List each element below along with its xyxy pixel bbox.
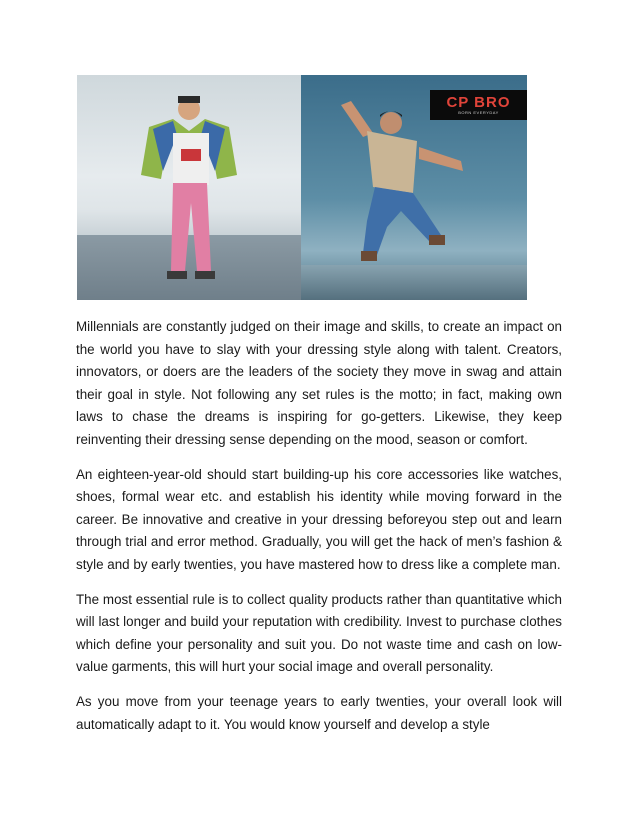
paragraph-3: The most essential rule is to collect quality products rather than quantitative which will last longer and build your reputation with credibility. Invest to purchase clothes which define your personality and suit you. Do not waste time and cash on low-value garments, this will hurt your social image and overall personality. (76, 591, 562, 675)
hero-image (77, 75, 527, 300)
paragraph-2: An eighteen-year-old should start building-up his core accessories like watches, shoes, formal wear etc. and establish his identity while moving forward in the career. Be innovative and creative in your dressing beforeyou step out and learn through trial and error method. Gradually, you will get the hack of men’s fashion & style and by early twenties, you have mastered how to dress like a complete man. (76, 466, 562, 572)
paragraph-4: As you move from your teenage years to early twenties, your overall look will automatically adapt to it. You would know yourself and develop a style (76, 693, 562, 732)
left-model-figure (77, 75, 301, 300)
paragraph-1: Millennials are constantly judged on their image and skills, to create an impact on the world you have to slay with your dressing style along with talent. Creators, innovators, or doers are the leaders of the society they move in swag and attain their goal in style. Not following any set rules is the motto; in fact, making own laws to chase the dreams is inspiring for go-getters. Likewise, they keep reinventing their dressing sense depending on the mood, season or comfort. (76, 319, 562, 447)
brand-logo (430, 90, 527, 120)
logo-wordmark: CP BRO (446, 94, 511, 111)
logo-tagline: BORN EVERYDAY (458, 110, 499, 115)
article-body (76, 316, 562, 748)
